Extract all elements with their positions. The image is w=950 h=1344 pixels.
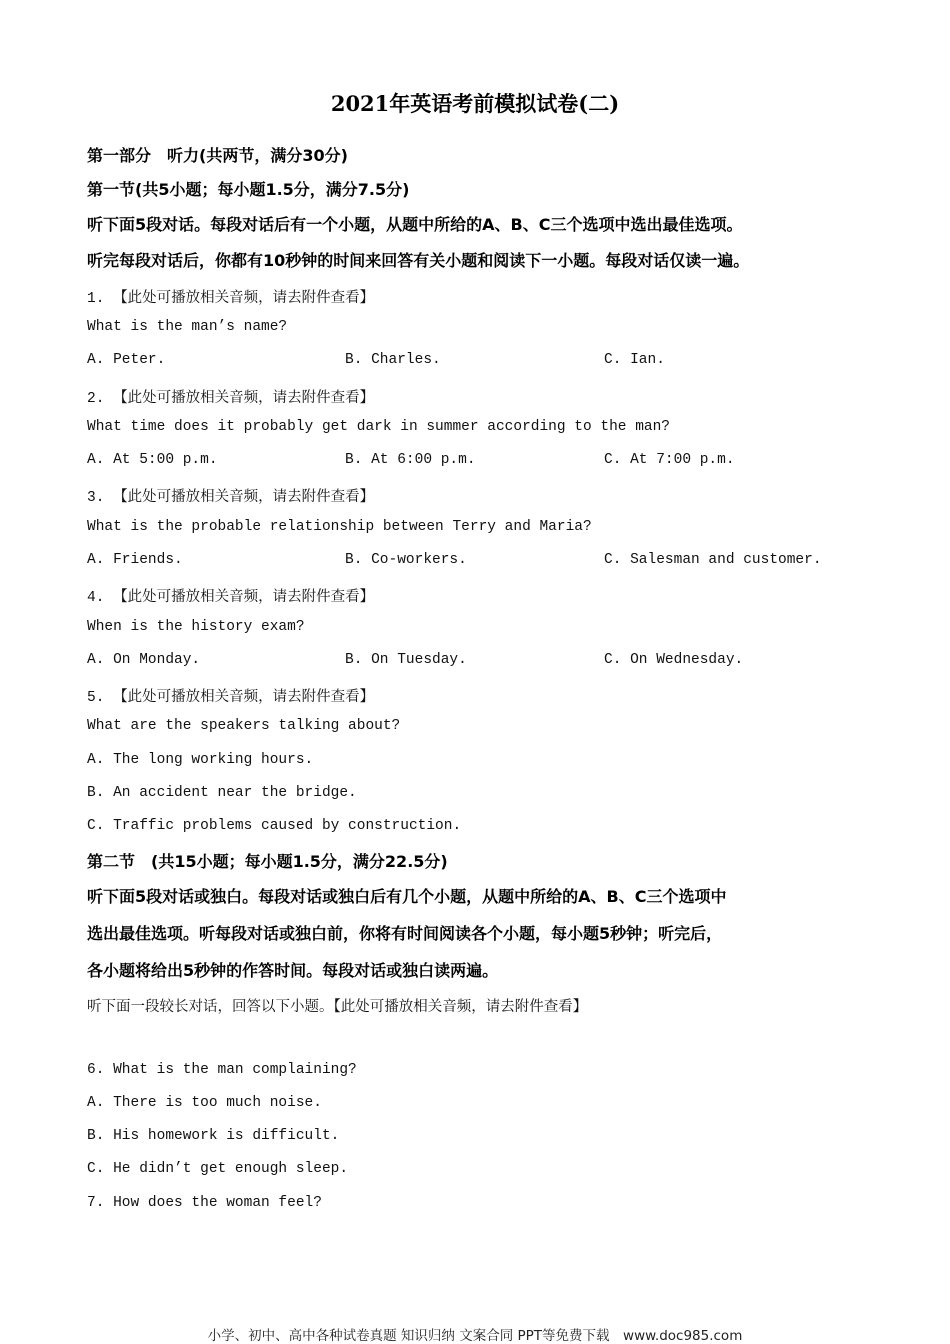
section2-instruction-3: 各小题将给出5秒钟的作答时间。每段对话或独白读两遍。 <box>87 961 499 980</box>
q6-option-a: A. There is too much noise. <box>87 1095 322 1111</box>
q2-option-c: C. At 7:00 p.m. <box>604 452 735 468</box>
section1-instruction-1: 听下面5段对话。每段对话后有一个小题，从题中所给的A、B、C三个选项中选出最佳选项。 <box>87 215 743 234</box>
q3-stem: What is the probable relationship between Terry and Maria? <box>87 519 592 535</box>
q3-audio-note: 3. 【此处可播放相关音频，请去附件查看】 <box>87 490 375 506</box>
q4-option-c: C. On Wednesday. <box>604 652 744 668</box>
q1-option-b: B. Charles. <box>345 352 441 368</box>
q4-stem: When is the history exam? <box>87 619 305 635</box>
q1-option-c: C. Ian. <box>604 352 665 368</box>
q2-option-b: B. At 6:00 p.m. <box>345 452 476 468</box>
section2-instruction-2: 选出最佳选项。听每段对话或独白前，你将有时间阅读各个小题，每小题5秒钟；听完后， <box>87 924 723 943</box>
long-dialog-note: 听下面一段较长对话，回答以下小题。【此处可播放相关音频，请去附件查看】 <box>87 1000 588 1016</box>
footer-text: 小学、初中、高中各种试卷真题 知识归纳 文案合同 PPT等免费下载 www.doc985.com <box>207 1328 743 1344</box>
q6-stem: 6. What is the man complaining? <box>87 1062 357 1078</box>
q7-stem: 7. How does the woman feel? <box>87 1195 322 1211</box>
q3-option-c: C. Salesman and customer. <box>604 552 822 568</box>
q1-stem: What is the man’s name? <box>87 319 288 335</box>
section1-instruction-2: 听完每段对话后，你都有10秒钟的时间来回答有关小题和阅读下一小题。每段对话仅读一遍。 <box>87 251 750 270</box>
q6-option-c: C. He didn’t get enough sleep. <box>87 1161 349 1177</box>
q5-audio-note: 5. 【此处可播放相关音频，请去附件查看】 <box>87 690 375 706</box>
section2-heading: 第二节 (共15小题；每小题1.5分，满分22.5分) <box>87 852 448 871</box>
q5-stem: What are the speakers talking about? <box>87 718 401 734</box>
q4-option-a: A. On Monday. <box>87 652 201 668</box>
q1-audio-note: 1. 【此处可播放相关音频，请去附件查看】 <box>87 291 375 307</box>
q4-audio-note: 4. 【此处可播放相关音频，请去附件查看】 <box>87 590 375 606</box>
page-title: 2021年英语考前模拟试卷(二) <box>330 91 620 116</box>
q1-option-a: A. Peter. <box>87 352 166 368</box>
q3-option-a: A. Friends. <box>87 552 183 568</box>
q2-audio-note: 2. 【此处可播放相关音频，请去附件查看】 <box>87 391 375 407</box>
q5-option-b: B. An accident near the bridge. <box>87 785 357 801</box>
q6-option-b: B. His homework is difficult. <box>87 1128 340 1144</box>
q2-option-a: A. At 5:00 p.m. <box>87 452 218 468</box>
q2-stem: What time does it probably get dark in summer according to the man? <box>87 419 670 435</box>
q5-option-c: C. Traffic problems caused by construction. <box>87 818 462 834</box>
q3-option-b: B. Co-workers. <box>345 552 467 568</box>
q5-option-a: A. The long working hours. <box>87 752 314 768</box>
section2-instruction-1: 听下面5段对话或独白。每段对话或独白后有几个小题，从题中所给的A、B、C三个选项中 <box>87 887 727 906</box>
part1-heading: 第一部分 听力(共两节，满分30分) <box>87 146 348 165</box>
section1-heading: 第一节(共5小题；每小题1.5分，满分7.5分) <box>87 180 410 199</box>
q4-option-b: B. On Tuesday. <box>345 652 467 668</box>
